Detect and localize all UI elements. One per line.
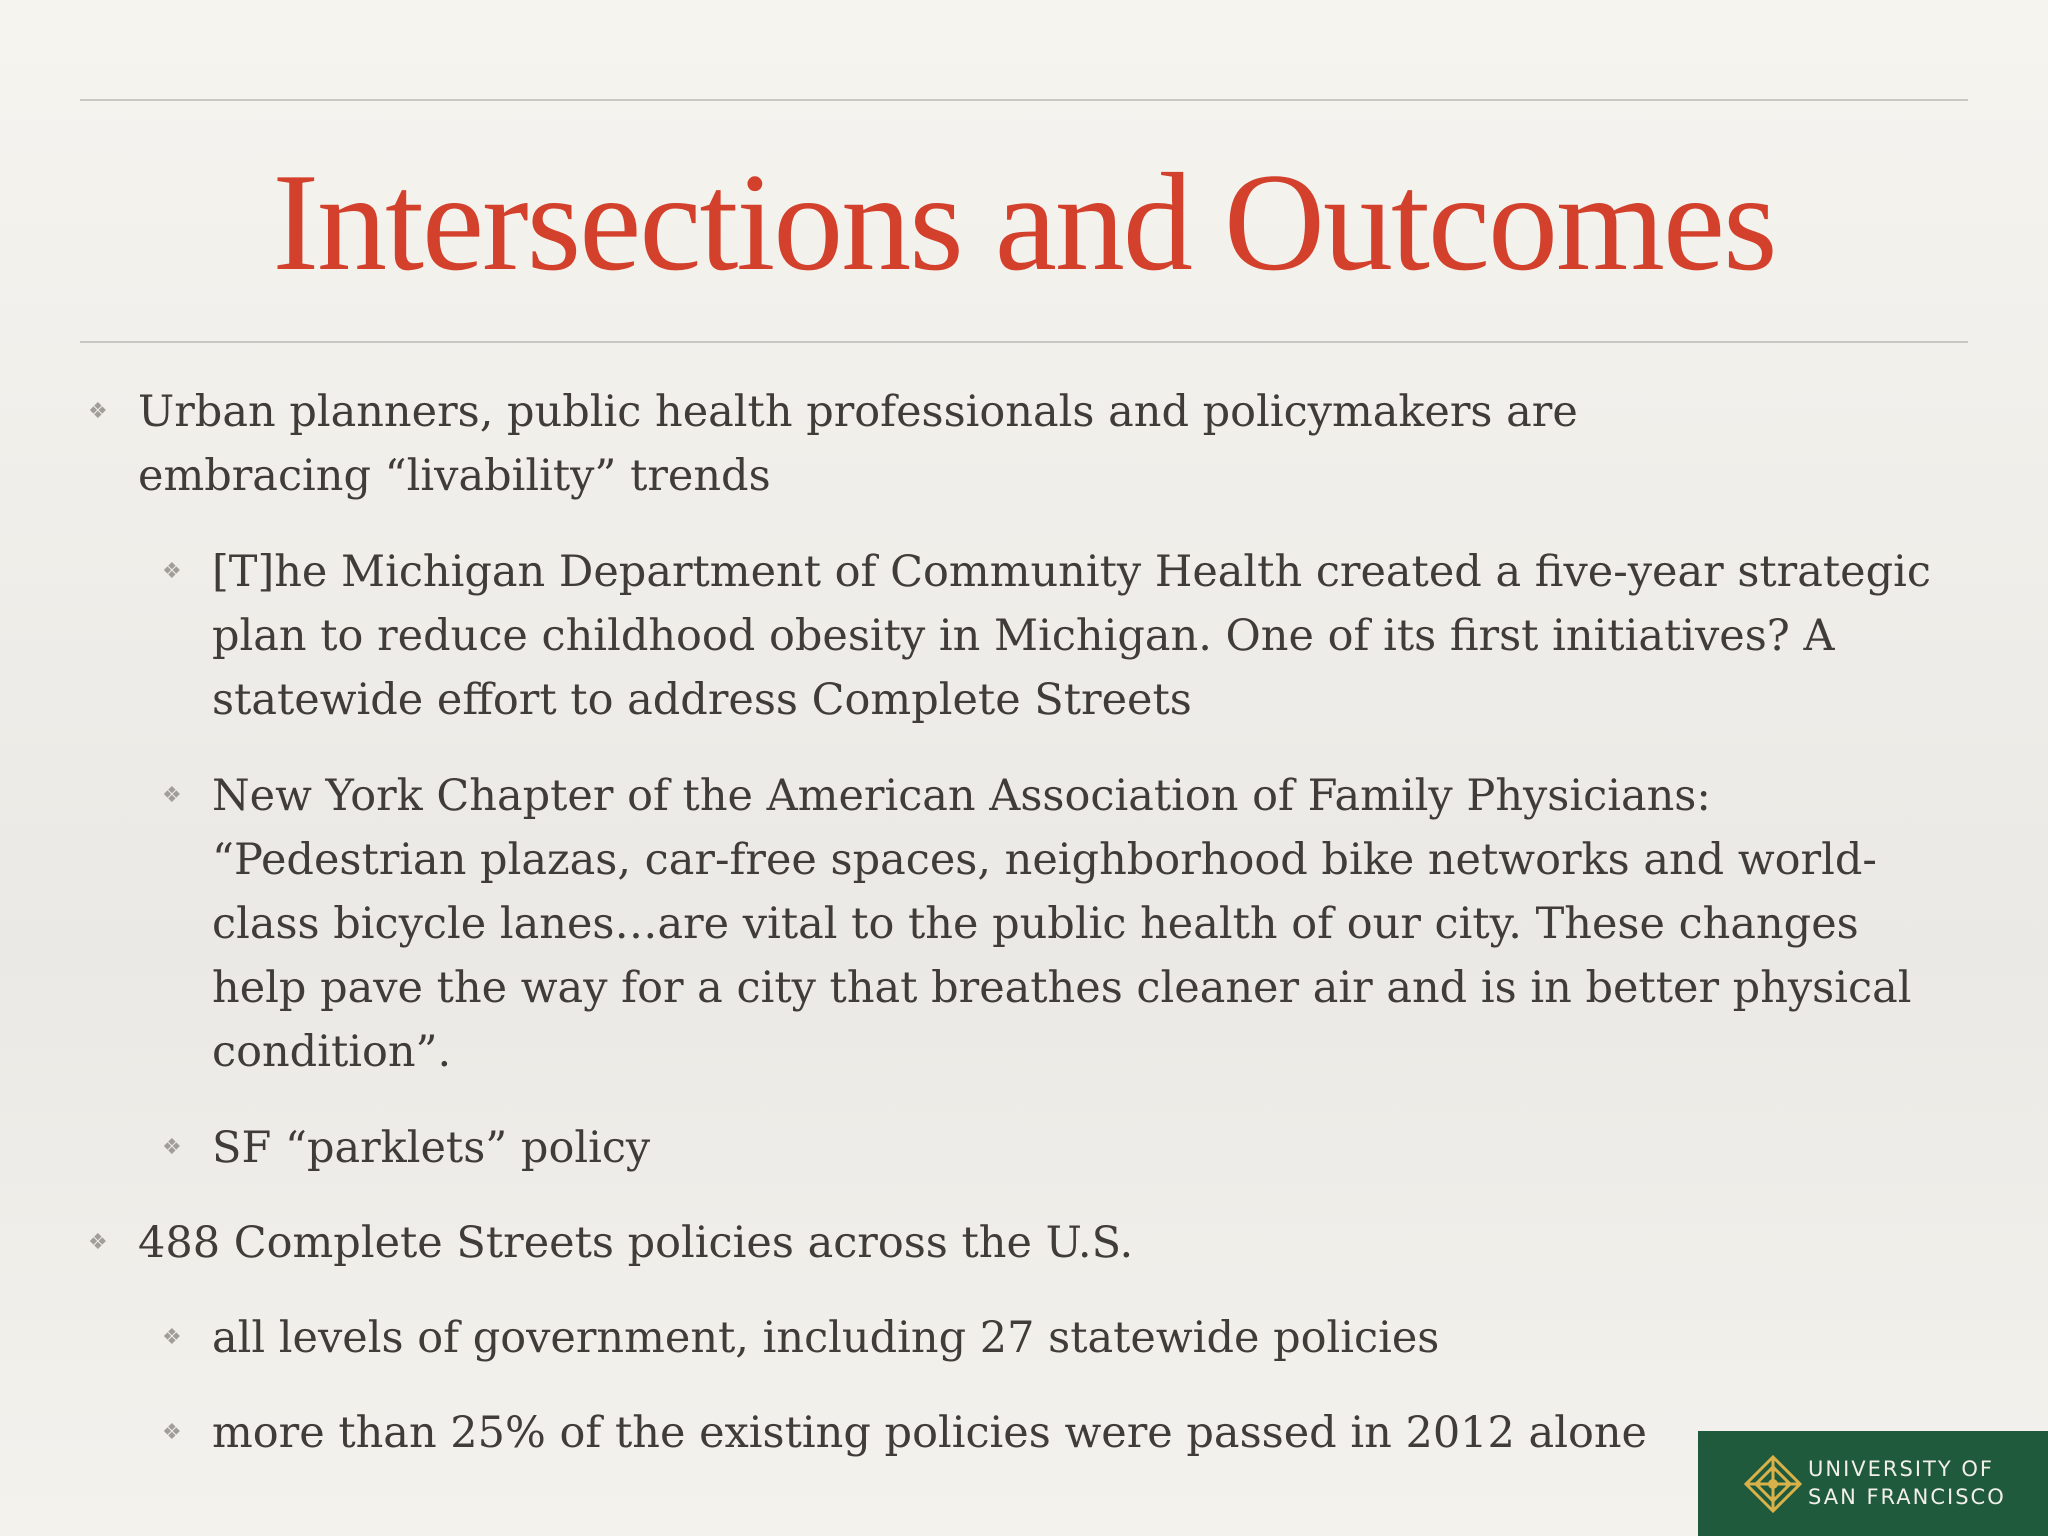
bullet-text: [T]he Michigan Department of Community Health created a five-year strategic plan to reduce childhood obesity in Michigan. One of its first initiatives? A statewide effort to address Complete Streets	[212, 547, 1931, 725]
logo-line-1: UNIVERSITY OF	[1808, 1457, 1994, 1481]
bullet-glyph-icon: ❖	[162, 783, 182, 808]
sub-bullet-item	[162, 764, 1952, 1084]
bullet-text: all levels of government, including 27 statewide policies	[212, 1313, 1440, 1363]
bullet-glyph-icon: ❖	[88, 399, 108, 424]
bullet-glyph-icon: ❖	[162, 559, 182, 584]
bullet-text: more than 25% of the existing policies were passed in 2012 alone	[212, 1408, 1647, 1458]
slide-title: Intersections and Outcomes	[272, 145, 1776, 300]
bullet-item	[88, 380, 1798, 508]
bullet-text: New York Chapter of the American Association of Family Physicians: “Pedestrian plazas, car-free spaces, neighborhood bike networks and world-class bicycle lanes…are vital to the public health of our city. These changes help pave the way for a city that breathes cleaner air and is in better physical condition”.	[212, 771, 1912, 1077]
title-rule	[80, 341, 1968, 343]
bullet-glyph-icon: ❖	[162, 1420, 182, 1445]
logo-line-2: SAN FRANCISCO	[1808, 1485, 2006, 1509]
sub-bullet-item	[162, 1306, 1952, 1370]
usf-emblem-icon	[1742, 1453, 1804, 1515]
bullet-text: Urban planners, public health professionals and policymakers are embracing “livability” trends	[138, 387, 1578, 501]
bullet-glyph-icon: ❖	[88, 1230, 108, 1255]
sub-bullet-item	[162, 540, 1952, 732]
university-logo	[1698, 1431, 2048, 1536]
bullet-item	[88, 1211, 1798, 1275]
slide-body	[0, 380, 2048, 1465]
sub-bullet-item	[162, 1401, 1952, 1465]
bullet-glyph-icon: ❖	[162, 1135, 182, 1160]
bullet-glyph-icon: ❖	[162, 1325, 182, 1350]
top-rule	[80, 99, 1968, 101]
sub-bullet-item	[162, 1116, 1952, 1180]
bullet-text: SF “parklets” policy	[212, 1123, 651, 1173]
logo-wordmark	[1808, 1455, 2006, 1511]
bullet-text: 488 Complete Streets policies across the U.S.	[138, 1218, 1134, 1268]
